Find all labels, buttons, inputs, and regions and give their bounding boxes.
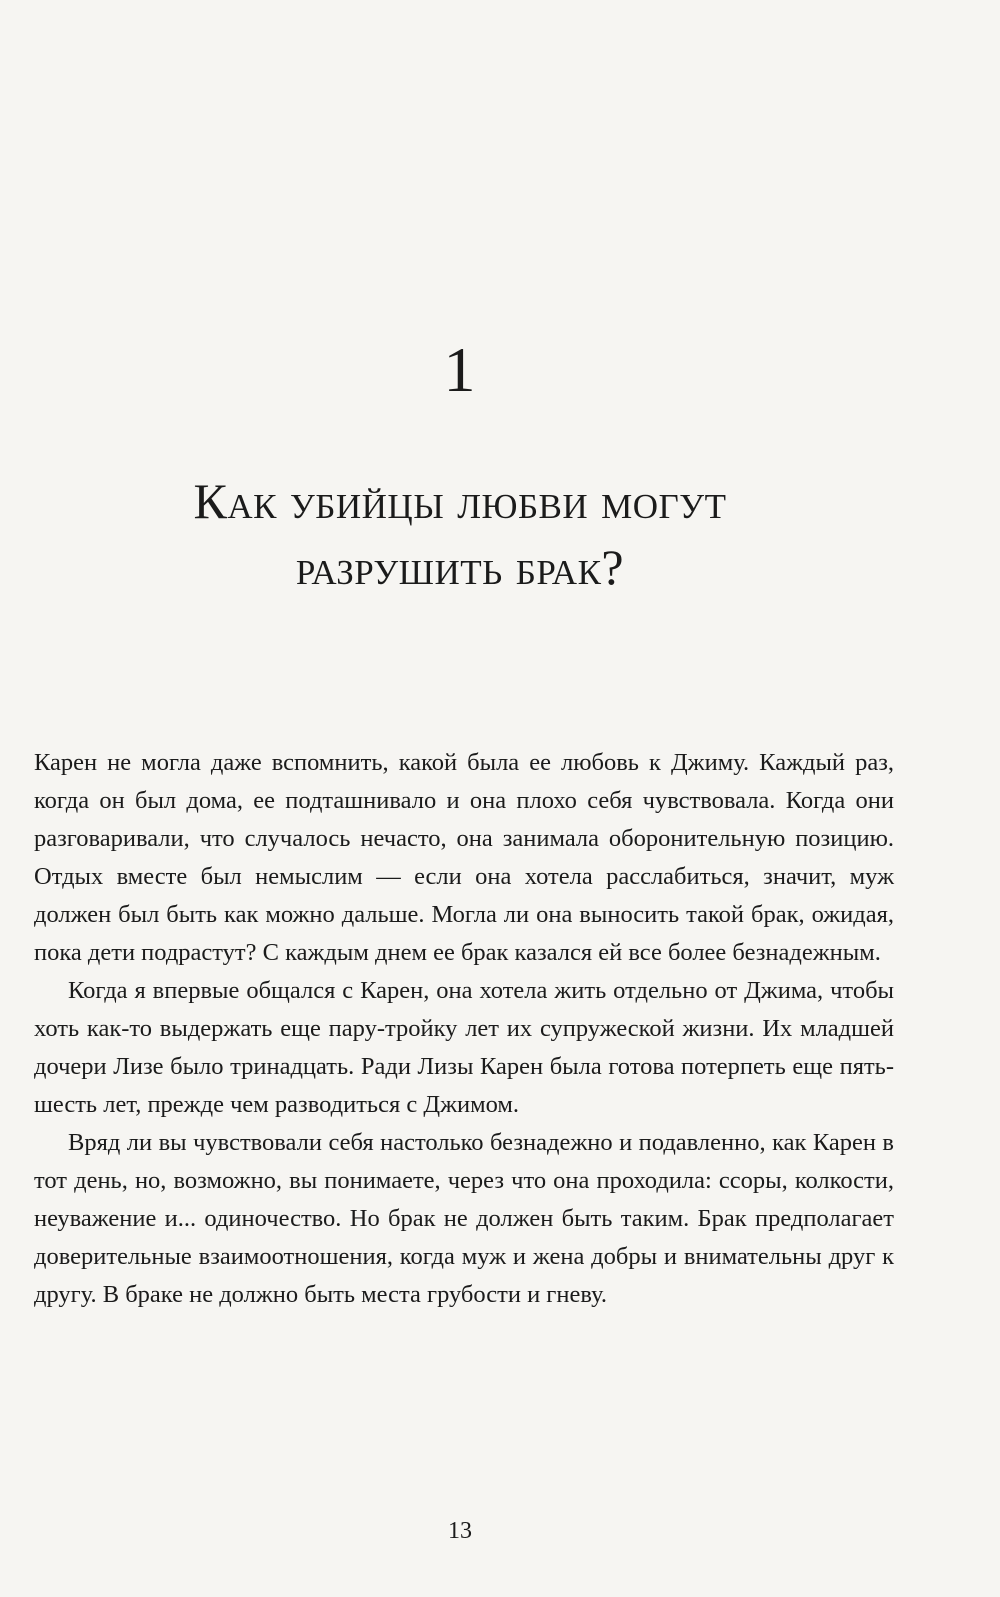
paragraph-2: Когда я впервые общался с Карен, она хотела жить отдельно от Джима, чтобы хоть как-то выдержать еще пару-тройку лет их супружеской жизни. Их младшей дочери Лизе было тринадцать. Ради Лизы Карен была готова потерпеть еще пять-шесть лет, прежде чем разводиться с Джимом. [34,977,894,1118]
chapter-title [60,468,860,600]
paragraph-1: Карен не могла даже вспомнить, какой была ее любовь к Джиму. Каждый раз, когда он был дома, ее подташнивало и она плохо себя чувствовала. Когда они разговаривали, что случалось нечасто, она занимала оборонительную позицию. Отдых вместе был немыслим — если она хотела расслабиться, значит, муж должен был быть как можно дальше. Могла ли она выносить такой брак, ожидая, пока дети подрастут? С каждым днем ее брак казался ей все более безнадежным. [34,749,894,966]
chapter-title-line-1: Как убийцы любви могут [193,473,727,529]
body-text [34,744,894,1314]
page-number: 13 [448,1518,472,1544]
chapter-title-line-2: разрушить брак? [295,539,625,595]
paragraph-3: Вряд ли вы чувствовали себя настолько безнадежно и подавленно, как Карен в тот день, но, возможно, вы понимаете, через что она проходила: ссоры, колкости, неуважение и... одиночество. Но брак не должен быть таким. Брак предполагает доверительные взаимоотношения, когда муж и жена добры и внимательны друг к другу. В браке не должно быть места грубости и гневу. [34,1129,894,1308]
chapter-number: 1 [443,334,477,405]
